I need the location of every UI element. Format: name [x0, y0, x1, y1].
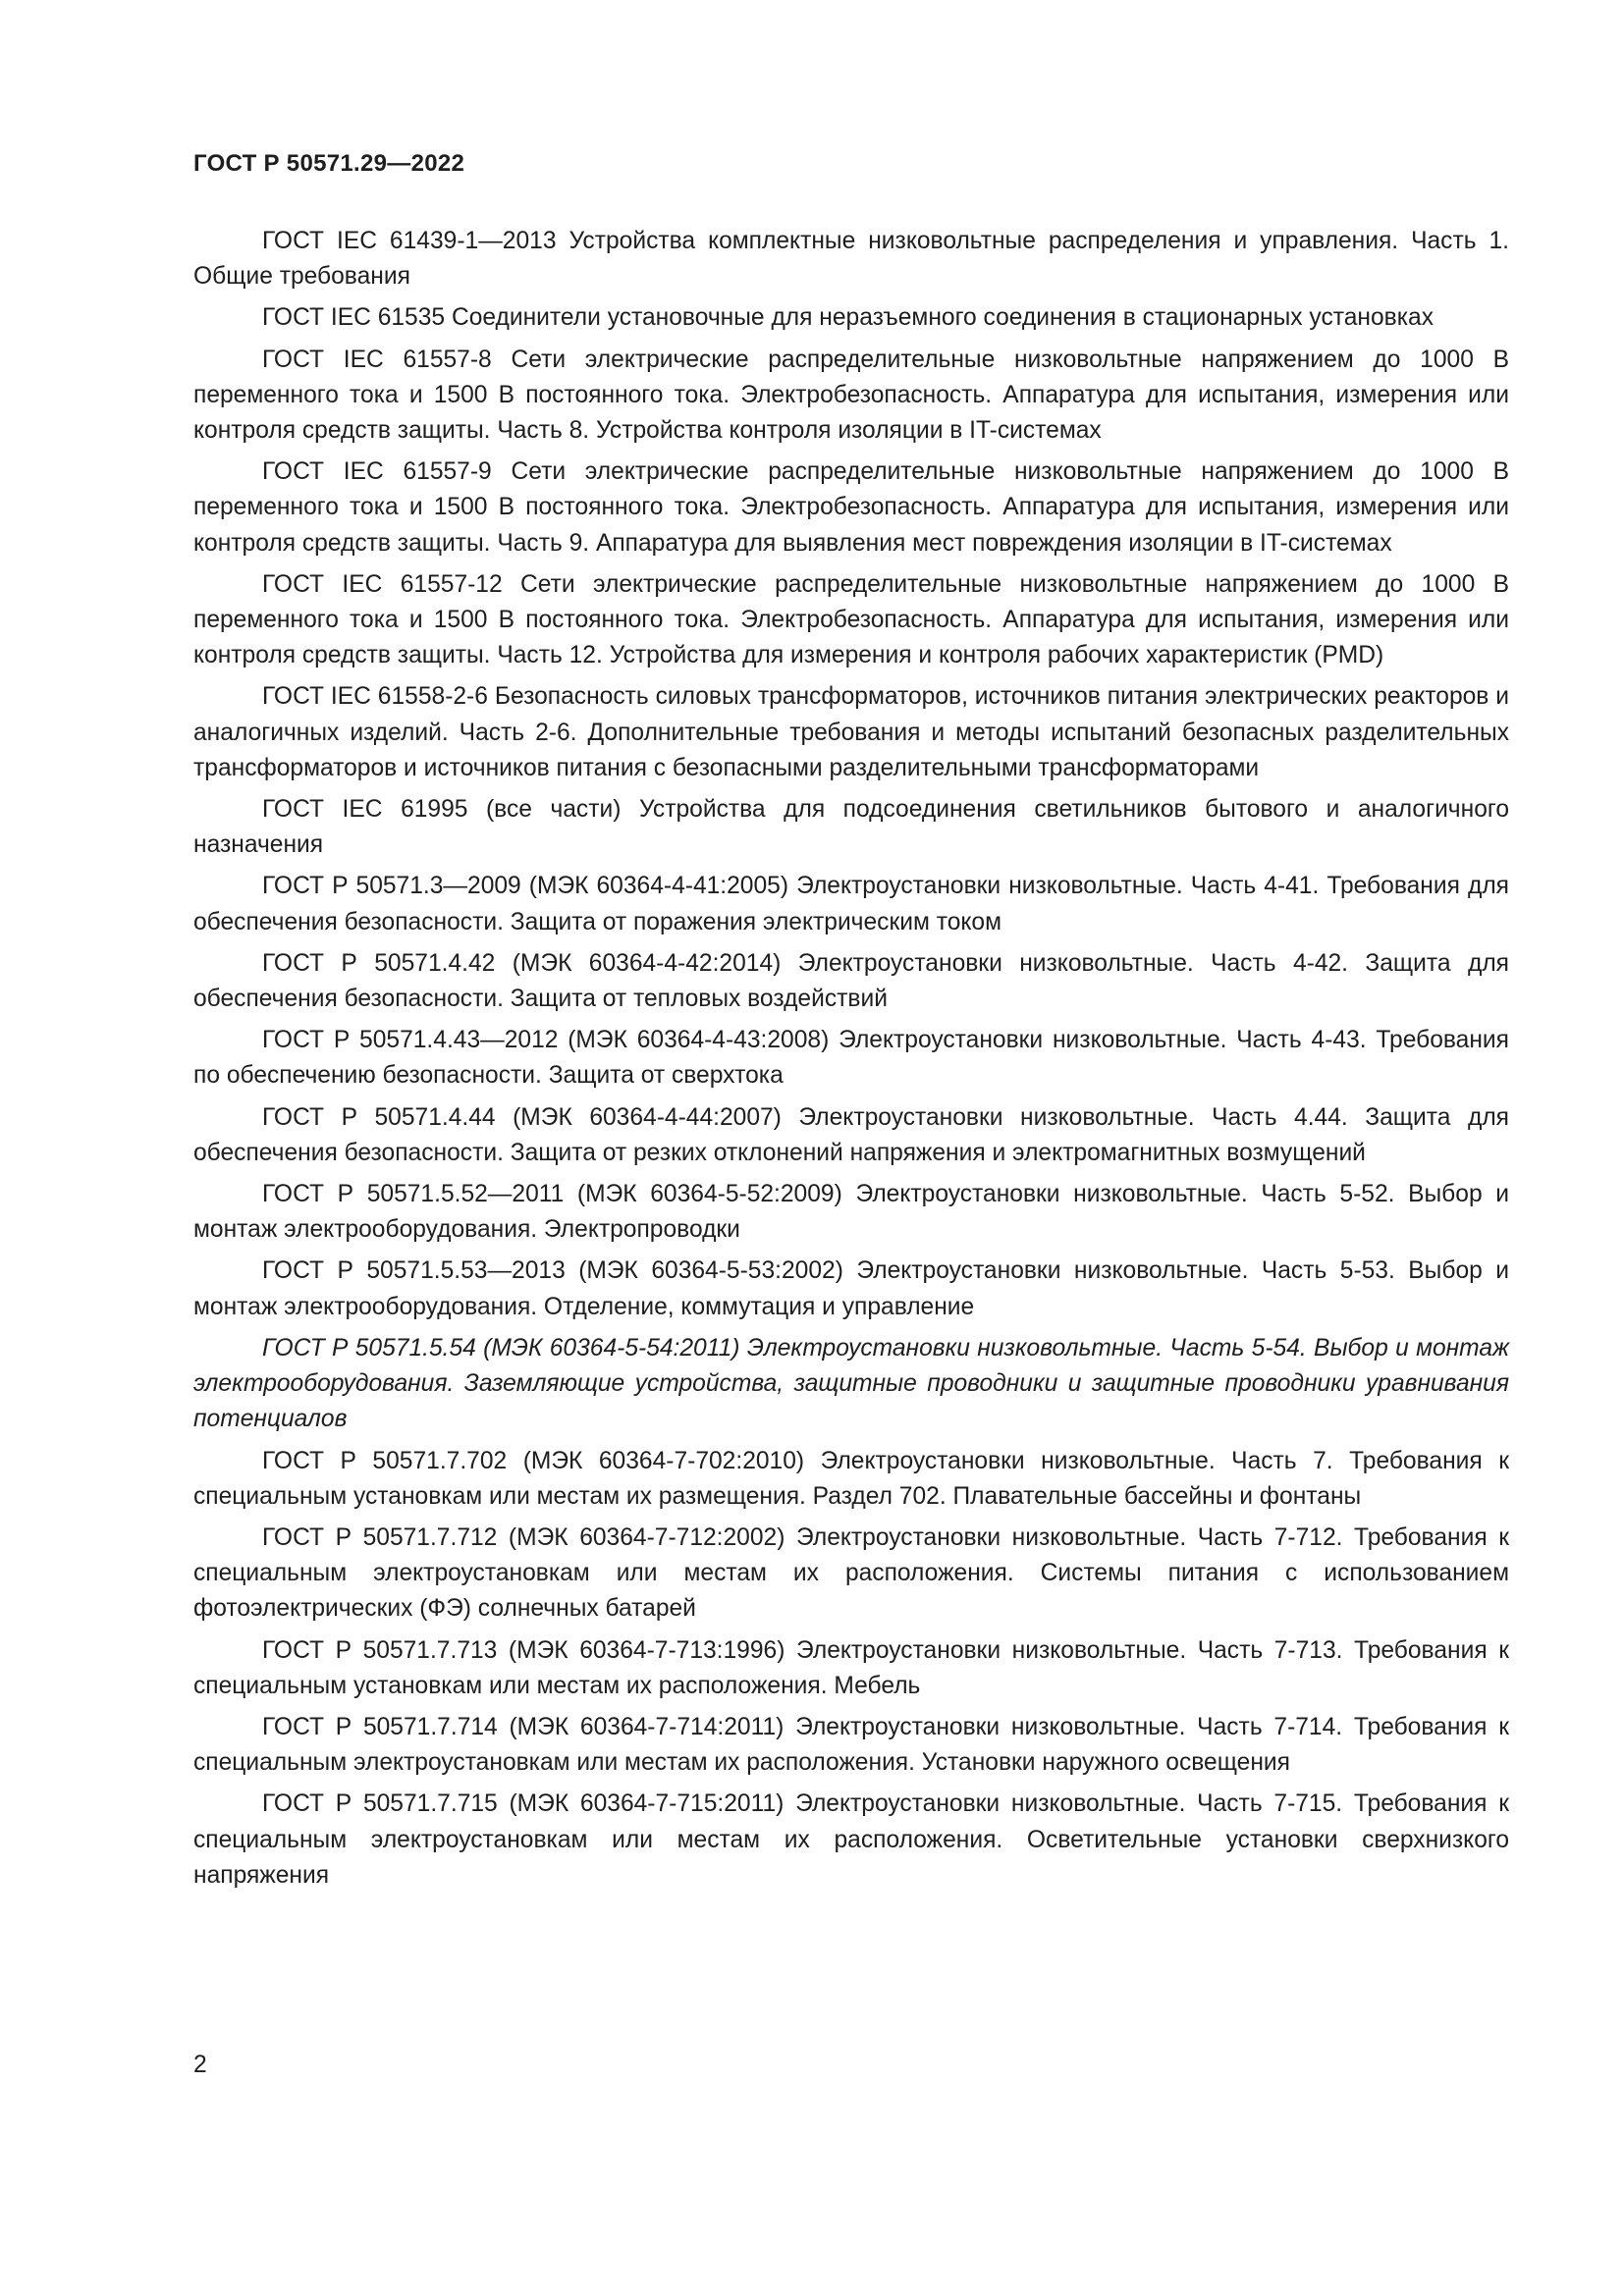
reference-title: Электроустановки низковольтные. Часть 4-43. Требования по обеспечению безопасности. Защита от сверхтока: [193, 1027, 1509, 1090]
reference-code: ГОСТ Р 50571.5.52—2011 (МЭК 60364-5-52:2009): [262, 1181, 842, 1208]
reference-title: Электроустановки низковольтные. Часть 7-714. Требования к специальным электроустановкам или местам их расположения. Установки наружного освещения: [193, 1713, 1509, 1777]
reference-title: Устройства для подсоединения светильников бытового и аналогичного назначения: [193, 796, 1509, 859]
reference-entry: [193, 1254, 1509, 1324]
reference-code: ГОСТ Р 50571.3—2009 (МЭК 60364-4-41:2005): [262, 873, 789, 900]
reference-code: ГОСТ Р 50571.4.44 (МЭК 60364-4-44:2007): [262, 1103, 782, 1131]
reference-code: ГОСТ IEC 61535: [262, 304, 446, 332]
reference-title: Сети электрические распределительные низковольтные напряжением до 1000 В переменного тока и 1500 В постоянного тока. Электробезопасность. Аппаратура для испытания, измерения или контроля средств защиты. Часть 8. Устройства контроля изоляции в IT-системах: [193, 346, 1509, 445]
reference-entry: [193, 869, 1509, 939]
reference-code: ГОСТ Р 50571.5.54 (МЭК 60364-5-54:2011): [262, 1334, 740, 1362]
reference-entry: [193, 1710, 1509, 1781]
reference-code: ГОСТ Р 50571.7.714 (МЭК 60364-7-714:2011): [262, 1713, 785, 1740]
page-header-doc-id: ГОСТ Р 50571.29—2022: [193, 150, 465, 177]
reference-title: Электроустановки низковольтные. Часть 7-715. Требования к специальным электроустановкам или местам их расположения. Осветительные установки сверхнизкого напряжения: [193, 1790, 1509, 1889]
reference-title: Безопасность силовых трансформаторов, источников питания электрических реакторов и аналогичных изделий. Часть 2-6. Дополнительные требования и методы испытаний безопасных разделительных трансформаторов и источников питания с безопасными разделительными трансформаторами: [193, 683, 1509, 781]
reference-entry: [193, 300, 1509, 336]
reference-code: ГОСТ IEC 61557-9: [262, 458, 492, 486]
reference-title: Электроустановки низковольтные. Часть 7-713. Требования к специальным установкам или местам их расположения. Мебель: [193, 1636, 1509, 1699]
reference-entry: [193, 1444, 1509, 1515]
reference-code: ГОСТ IEC 61557-8: [262, 346, 492, 373]
reference-code: ГОСТ Р 50571.4.42 (МЭК 60364-4-42:2014): [262, 949, 782, 977]
reference-entry: [193, 1177, 1509, 1248]
reference-title: Сети электрические распределительные низковольтные напряжением до 1000 В переменного тока и 1500 В постоянного тока. Электробезопасность. Аппаратура для испытания, измерения или контроля средств защиты. Часть 9. Аппаратура для выявления мест повреждения изоляции в IT-системах: [193, 458, 1509, 557]
reference-entry: [193, 1633, 1509, 1704]
reference-entry: [193, 1100, 1509, 1171]
reference-entry: [193, 1023, 1509, 1094]
reference-entry: [193, 792, 1509, 863]
reference-code: ГОСТ IEC 61995 (все части): [262, 796, 622, 824]
reference-title: Электроустановки низковольтные. Часть 5-52. Выбор и монтаж электрооборудования. Электропроводки: [193, 1181, 1510, 1244]
reference-title: Электроустановки низковольтные. Часть 7-712. Требования к специальным электроустановкам или местам их расположения. Системы питания с использованием фотоэлектрических (ФЭ) солнечных батарей: [193, 1523, 1509, 1623]
normative-references-list: [193, 224, 1509, 1899]
page-number: 2: [193, 2052, 207, 2078]
reference-code: ГОСТ Р 50571.4.43—2012 (МЭК 60364-4-43:2008): [262, 1027, 830, 1054]
reference-code: ГОСТ IEC 61558-2-6: [262, 683, 488, 711]
reference-title: Электроустановки низковольтные. Часть 5-54. Выбор и монтаж электрооборудования. Заземляющие устройства, защитные проводники и защитные проводники уравнивания потенциалов: [193, 1334, 1509, 1433]
reference-entry: [193, 1521, 1509, 1628]
reference-code: ГОСТ Р 50571.7.715 (МЭК 60364-7-715:2011): [262, 1790, 785, 1818]
reference-title: Устройства комплектные низковольтные распределения и управления. Часть 1. Общие требования: [193, 228, 1509, 291]
reference-title: Соединители установочные для неразъемного соединения в стационарных установках: [451, 304, 1435, 332]
reference-entry: [193, 454, 1509, 561]
reference-entry: [193, 1787, 1509, 1894]
reference-code: ГОСТ Р 50571.7.702 (МЭК 60364-7-702:2010): [262, 1447, 805, 1474]
reference-code: ГОСТ Р 50571.7.713 (МЭК 60364-7-713:1996): [262, 1636, 785, 1664]
reference-title: Электроустановки низковольтные. Часть 7. Требования к специальным установкам или местам их размещения. Раздел 702. Плавательные бассейны и фонтаны: [193, 1447, 1509, 1510]
reference-entry: [193, 946, 1509, 1017]
reference-entry: [193, 224, 1509, 294]
reference-title: Сети электрические распределительные низковольтные напряжением до 1000 В переменного тока и 1500 В постоянного тока. Электробезопасность. Аппаратура для испытания, измерения или контроля средств защиты. Часть 12. Устройства для измерения и контроля рабочих характеристик (PMD): [193, 570, 1509, 669]
reference-title: Электроустановки низковольтные. Часть 4-42. Защита для обеспечения безопасности. Защита от тепловых воздействий: [193, 949, 1509, 1013]
reference-code: ГОСТ Р 50571.7.712 (МЭК 60364-7-712:2002): [262, 1523, 785, 1551]
reference-entry: [193, 343, 1509, 450]
reference-entry-italic: [193, 1331, 1509, 1438]
reference-code: ГОСТ IEC 61557-12: [262, 570, 503, 598]
reference-title: Электроустановки низковольтные. Часть 5-53. Выбор и монтаж электрооборудования. Отделение, коммутация и управление: [193, 1257, 1509, 1320]
reference-title: Электроустановки низковольтные. Часть 4-41. Требования для обеспечения безопасности. Защита от поражения электрическим током: [193, 873, 1509, 935]
reference-code: ГОСТ Р 50571.5.53—2013 (МЭК 60364-5-53:2002): [262, 1257, 843, 1285]
reference-title: Электроустановки низковольтные. Часть 4.44. Защита для обеспечения безопасности. Защита от резких отклонений напряжения и электромагнитных возмущений: [193, 1103, 1509, 1166]
reference-entry: [193, 679, 1509, 786]
reference-entry: [193, 567, 1509, 674]
reference-code: ГОСТ IEC 61439-1—2013: [262, 228, 557, 254]
